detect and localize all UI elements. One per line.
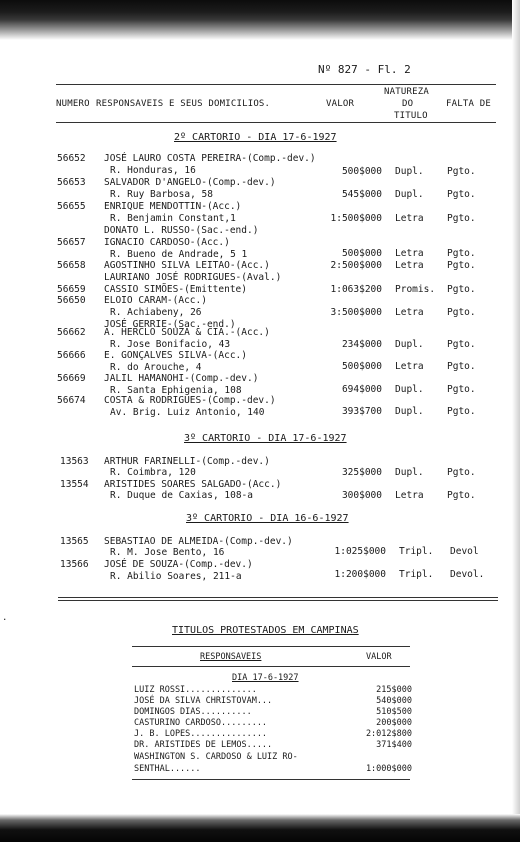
row-natureza: Dupl. [395,384,424,395]
row-numero: 56653 [57,177,86,188]
list-item-nome: JOSÉ DA SILVA CHRISTOVAM... [134,696,273,706]
margin-mark: . [2,613,8,623]
row-valor: 1:063$200 [330,284,382,295]
header-falta: FALTA DE [446,99,491,109]
header-numero: NUMERO [56,99,90,109]
list-item-nome: DOMINGOS DIAS.......... [134,707,252,717]
row-valor: 393$700 [341,406,382,417]
section-divider [58,597,498,598]
list-item-valor: 371$400 [376,740,412,750]
row-responsavel: COSTA & RODRIGUES-(Comp.-dev.) [104,395,276,406]
list-item-nome: SENTHAL...... [134,764,201,774]
row-responsavel: E. GONÇALVES SILVA-(Acc.) [104,350,247,361]
row-falta: Pgto. [447,166,476,177]
row-endereco: R. Jose Bonifacio, 43 [110,339,231,350]
row-falta: Pgto. [447,384,476,395]
section-title-2: 3º CARTORIO - DIA 17-6-1927 [184,433,347,444]
row-responsavel: ENRIQUE MENDOTTIN-(Acc.) [104,201,242,212]
row-responsavel: JOSÉ DE SOUZA-(Comp.-dev.) [104,559,253,570]
list-item-nome: DR. ARISTIDES DE LEMOS..... [134,740,273,750]
campinas-col-valor: VALOR [366,652,392,662]
section-title-3: 3º CARTORIO - DIA 16-6-1927 [186,513,349,524]
row-numero: 56666 [57,350,86,361]
row-responsavel: ARTHUR FARINELLI-(Comp.-dev.) [104,456,270,467]
campinas-top-rule [132,646,410,647]
row-valor: 694$000 [341,384,382,395]
row-numero: 56650 [57,295,86,306]
header-responsaveis: RESPONSAVEIS E SEUS DOMICILIOS. [96,99,271,109]
row-falta: Pgto. [447,189,476,200]
row-endereco: R. Abilio Soares, 211-a [110,571,242,582]
row-valor: 1:025$000 [334,546,386,557]
scan-dark-edge-top [0,0,520,40]
row-endereco: R. Coimbra, 120 [110,467,196,478]
row-natureza: Tripl. [399,569,434,580]
row-endereco: Av. Brig. Luiz Antonio, 140 [110,407,265,418]
row-endereco: R. M. Jose Bento, 16 [110,547,225,558]
campinas-header-rule [132,666,410,667]
row-natureza: Promis. [395,284,436,295]
header-natureza-line3: TITULO [394,111,428,121]
page-reference: Nº 827 - Fl. 2 [318,63,411,76]
row-falta: Devol [450,546,479,557]
row-falta: Pgto. [447,284,476,295]
row-falta: Pgto. [447,361,476,372]
row-responsavel: SEBASTIAO DE ALMEIDA-(Comp.-dev.) [104,536,293,547]
row-numero: 56669 [57,373,86,384]
row-valor: 545$000 [341,189,382,200]
list-item-valor: 510$500 [376,707,412,717]
row-numero: 56674 [57,395,86,406]
row-numero: 56662 [57,327,86,338]
row-numero: 13554 [60,479,89,490]
campinas-bottom-rule [132,779,410,780]
list-item-nome: CASTURINO CARDOSO......... [134,718,268,728]
row-falta: Pgto. [447,307,476,318]
row-endereco: R. Duque de Caxias, 108-a [110,490,253,501]
row-natureza: Dupl. [395,406,424,417]
row-responsavel: A. HERCLO SOUZA & CIA.-(Acc.) [104,327,270,338]
row-falta: Pgto. [447,467,476,478]
row-natureza: Dupl. [395,166,424,177]
row-numero: 56658 [57,260,86,271]
row-endereco: R. do Arouche, 4 [110,362,202,373]
row-responsavel: CASSIO SIMÕES-(Emittente) [104,284,247,295]
row-responsavel: JALIL HAMANOHI-(Comp.-dev.) [104,373,259,384]
header-natureza-line1: NATUREZA [384,87,429,97]
row-responsavel: SALVADOR D'ANGELO-(Comp.-dev.) [104,177,276,188]
row-natureza: Letra [395,213,424,224]
row-numero: 13566 [60,559,89,570]
row-responsavel: AGOSTINHO SILVA LEITAO-(Acc.) [104,260,270,271]
row-responsavel-2: LAURIANO JOSÉ RODRIGUES-(Aval.) [104,272,282,283]
row-valor: 500$000 [341,361,382,372]
header-natureza-line2: DO [402,99,414,109]
row-natureza: Tripl. [399,546,434,557]
scan-dark-edge-bottom [0,814,520,842]
header-valor: VALOR [326,99,355,109]
row-responsavel: ELOIO CARAM-(Acc.) [104,295,207,306]
row-endereco: R. Benjamin Constant,1 [110,213,236,224]
row-valor: 325$000 [341,467,382,478]
row-valor: 500$000 [341,248,382,259]
campinas-col-responsaveis: RESPONSAVEIS [200,652,262,662]
row-natureza: Letra [395,260,424,271]
row-valor: 1:500$000 [330,213,382,224]
scan-edge-right [512,0,520,842]
list-item-valor: 1:000$000 [365,764,412,774]
list-item-nome: WASHINGTON S. CARDOSO & LUIZ RO- [134,752,298,762]
row-responsavel: JOSÉ LAURO COSTA PEREIRA-(Comp.-dev.) [104,153,316,164]
row-falta: Pgto. [447,339,476,350]
header-bottom-rule [56,122,496,123]
list-item-valor: 200$000 [376,718,412,728]
section-title-1: 2º CARTORIO - DIA 17-6-1927 [174,132,337,143]
row-falta: Pgto. [447,213,476,224]
row-valor: 2:500$000 [330,260,382,271]
row-natureza: Dupl. [395,339,424,350]
campinas-date: DIA 17-6-1927 [232,673,299,683]
row-numero: 56655 [57,201,86,212]
row-valor: 1:200$000 [334,569,386,580]
header-top-rule [56,84,496,85]
row-responsavel: ARISTIDES SOARES SALGADO-(Acc.) [104,479,282,490]
list-item-valor: 2:012$800 [365,729,412,739]
row-endereco: R. Santa Ephigenia, 108 [110,385,242,396]
row-falta: Pgto. [447,260,476,271]
list-item-nome: J. B. LOPES............... [134,729,268,739]
row-numero: 56657 [57,237,86,248]
list-item-valor: 215$000 [376,685,412,695]
row-numero: 56659 [57,284,86,295]
section-divider-2 [58,600,498,601]
row-numero: 13565 [60,536,89,547]
row-valor: 3:500$000 [330,307,382,318]
row-natureza: Letra [395,307,424,318]
row-endereco: R. Honduras, 16 [110,165,196,176]
list-item-valor: 540$000 [376,696,412,706]
row-valor: 300$000 [341,490,382,501]
row-responsavel-2: JOSÉ GERRIE-(Sac.-end.) [104,319,236,330]
row-valor: 234$000 [341,339,382,350]
row-falta: Pgto. [447,406,476,417]
row-valor: 500$000 [341,166,382,177]
row-numero: 13563 [60,456,89,467]
row-natureza: Letra [395,361,424,372]
row-natureza: Letra [395,490,424,501]
row-numero: 56652 [57,153,86,164]
row-endereco: R. Achiabeny, 26 [110,307,202,318]
row-falta: Pgto. [447,490,476,501]
list-item-nome: LUIZ ROSSI.............. [134,685,257,695]
row-natureza: Dupl. [395,467,424,478]
row-falta: Devol. [450,569,485,580]
row-endereco: R. Bueno de Andrade, 5 1 [110,249,248,260]
row-natureza: Dupl. [395,189,424,200]
row-responsavel: IGNACIO CARDOSO-(Acc.) [104,237,230,248]
row-endereco: R. Ruy Barbosa, 58 [110,189,213,200]
row-responsavel-2: DONATO L. RUSSO-(Sac.-end.) [104,225,259,236]
campinas-title: TITULOS PROTESTADOS EM CAMPINAS [172,625,359,636]
row-falta: Pgto. [447,248,476,259]
row-natureza: Letra [395,248,424,259]
